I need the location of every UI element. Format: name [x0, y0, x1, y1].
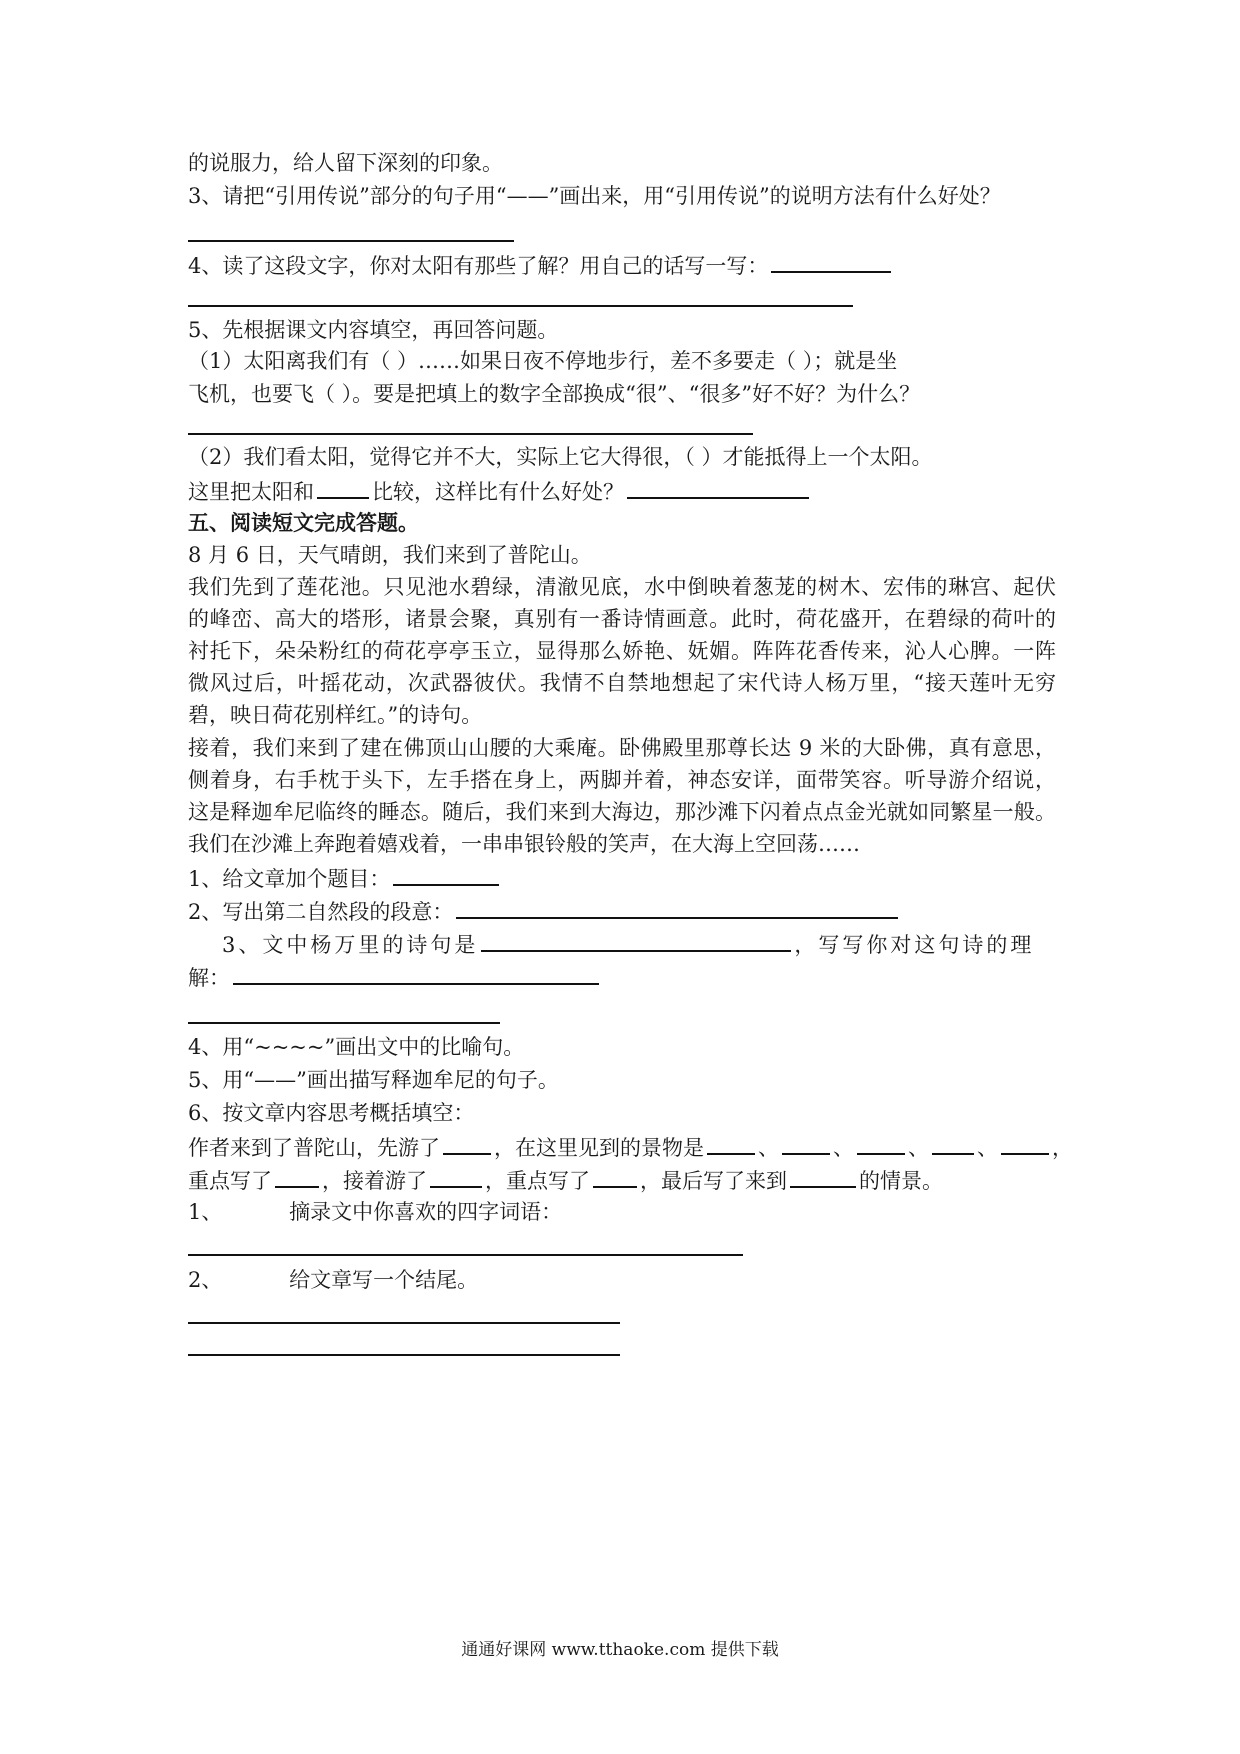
- answer-blank: [627, 475, 809, 499]
- question-3: 3、请把“引用传说”部分的句子用“——”画出来，用“引用传说”的说明方法有什么好处？: [188, 184, 1001, 208]
- question-5-2: （2）我们看太阳，觉得它并不大，实际上它大得很，（ ）才能抵得上一个太阳。: [188, 445, 933, 469]
- text: 1、给文章加个题目：: [188, 867, 391, 891]
- question-5: 5、先根据课文内容填空，再回答问题。: [188, 318, 559, 342]
- text: ，写写你对这句诗的理: [794, 933, 1035, 957]
- text: 解：: [188, 966, 230, 990]
- passage-line: 碧，映日荷花别样红。”的诗句。: [188, 703, 483, 727]
- answer-blank: [443, 1131, 491, 1155]
- answer-blank: [481, 928, 791, 952]
- passage-line: 我们先到了莲花池。只见池水碧绿，清澈见底，水中倒映着葱茏的树木、宏伟的琳宫、起伏: [188, 575, 1056, 599]
- answer-blank: [782, 1131, 830, 1155]
- question-5-b: 5、用“——”画出描写释迦牟尼的句子。: [188, 1068, 559, 1092]
- answer-blank: [932, 1131, 974, 1155]
- passage-line: 的峰峦、高大的塔形，诸景会聚，真别有一番诗情画意。此时，荷花盛开，在碧绿的荷叶的: [188, 607, 1056, 631]
- question-5-1: （1）太阳离我们有（ ）……如果日夜不停地步行，差不多要走（ ）；就是坐: [188, 349, 898, 373]
- passage-line: 接着，我们来到了建在佛顶山山腰的大乘庵。卧佛殿里那尊长达 9 米的大卧佛，真有意思，: [188, 736, 1056, 760]
- page-footer: 通通好课网 www.tthaoke.com 提供下载: [461, 1640, 779, 1660]
- text: 比较，这样比有什么好处？: [372, 480, 624, 504]
- passage-line: 这是释迦牟尼临终的睡态。随后，我们来到大海边，那沙滩下闪着点点金光就如同繁星一般。: [188, 800, 1056, 824]
- question-1: [188, 862, 502, 894]
- answer-blank: [790, 1164, 856, 1188]
- answer-line: [188, 1022, 500, 1024]
- passage-date: 8 月 6 日，天气晴朗，我们来到了普陀山。: [188, 543, 592, 567]
- answer-line: [188, 1322, 620, 1324]
- question-4-text: 4、读了这段文字，你对太阳有那些了解？用自己的话写一写：: [188, 254, 769, 278]
- answer-blank: [393, 862, 499, 886]
- question-2: [188, 895, 901, 927]
- answer-blank: [233, 961, 599, 985]
- summary-line-2: [188, 1164, 943, 1196]
- text: ，最后写了来到: [640, 1169, 787, 1193]
- answer-line: [188, 1354, 620, 1356]
- question-3-cont: [188, 961, 602, 993]
- answer-line: [188, 1254, 743, 1256]
- question-3-poem: [222, 928, 1034, 960]
- answer-line: [188, 433, 753, 435]
- answer-blank: [771, 249, 891, 273]
- answer-blank: [430, 1164, 482, 1188]
- question-8: 2、 给文章写一个结尾。: [188, 1268, 479, 1292]
- answer-blank: [317, 475, 369, 499]
- text: 作者来到了普陀山，先游了: [188, 1136, 440, 1160]
- text: 3、文中杨万里的诗句是: [222, 933, 479, 957]
- summary-line-1: 作者来到了普陀山，先游了 ，在这里见到的景物是 、 、 、 、 ，: [188, 1131, 1073, 1163]
- text: 重点写了: [188, 1169, 272, 1193]
- answer-blank: [593, 1164, 637, 1188]
- text: 2、写出第二自然段的段意：: [188, 900, 454, 924]
- question-5-1-cont: 飞机，也要飞（ ）。要是把填上的数字全部换成“很”、“很多”好不好？为什么？: [188, 382, 921, 406]
- text: ，接着游了: [322, 1169, 427, 1193]
- answer-blank: [1001, 1131, 1049, 1155]
- text: 这里把太阳和: [188, 480, 314, 504]
- section-heading: 五、阅读短文完成答题。: [188, 510, 419, 535]
- question-4: [188, 249, 894, 281]
- answer-line: [188, 305, 853, 307]
- answer-blank: [275, 1164, 319, 1188]
- answer-blank: [456, 895, 898, 919]
- passage-line: 侧着身，右手枕于头下，左手搭在身上，两脚并着，神态安详，面带笑容。听导游介绍说，: [188, 768, 1056, 792]
- passage-line: 微风过后，叶摇花动，次武器彼伏。我情不自禁地想起了宋代诗人杨万里，“接天莲叶无穷: [188, 671, 1056, 695]
- question-4-b: 4、用“~~~~”画出文中的比喻句。: [188, 1035, 525, 1059]
- question-5-2-cont: [188, 475, 812, 507]
- text: ，在这里见到的景物是: [494, 1136, 704, 1160]
- answer-line: [188, 240, 514, 242]
- passage-line: 衬托下，朵朵粉红的荷花亭亭玉立，显得那么娇艳、妩媚。阵阵花香传来，沁人心脾。一阵: [188, 639, 1056, 663]
- answer-blank: [857, 1131, 905, 1155]
- answer-blank: [707, 1131, 755, 1155]
- passage-line: 我们在沙滩上奔跑着嬉戏着，一串串银铃般的笑声，在大海上空回荡……: [188, 832, 860, 856]
- text: ，重点写了: [485, 1169, 590, 1193]
- question-7: 1、 摘录文中你喜欢的四字词语：: [188, 1200, 563, 1224]
- text-line: 的说服力，给人留下深刻的印象。: [188, 151, 503, 175]
- question-6: 6、按文章内容思考概括填空：: [188, 1101, 475, 1125]
- text: 的情景。: [859, 1169, 943, 1193]
